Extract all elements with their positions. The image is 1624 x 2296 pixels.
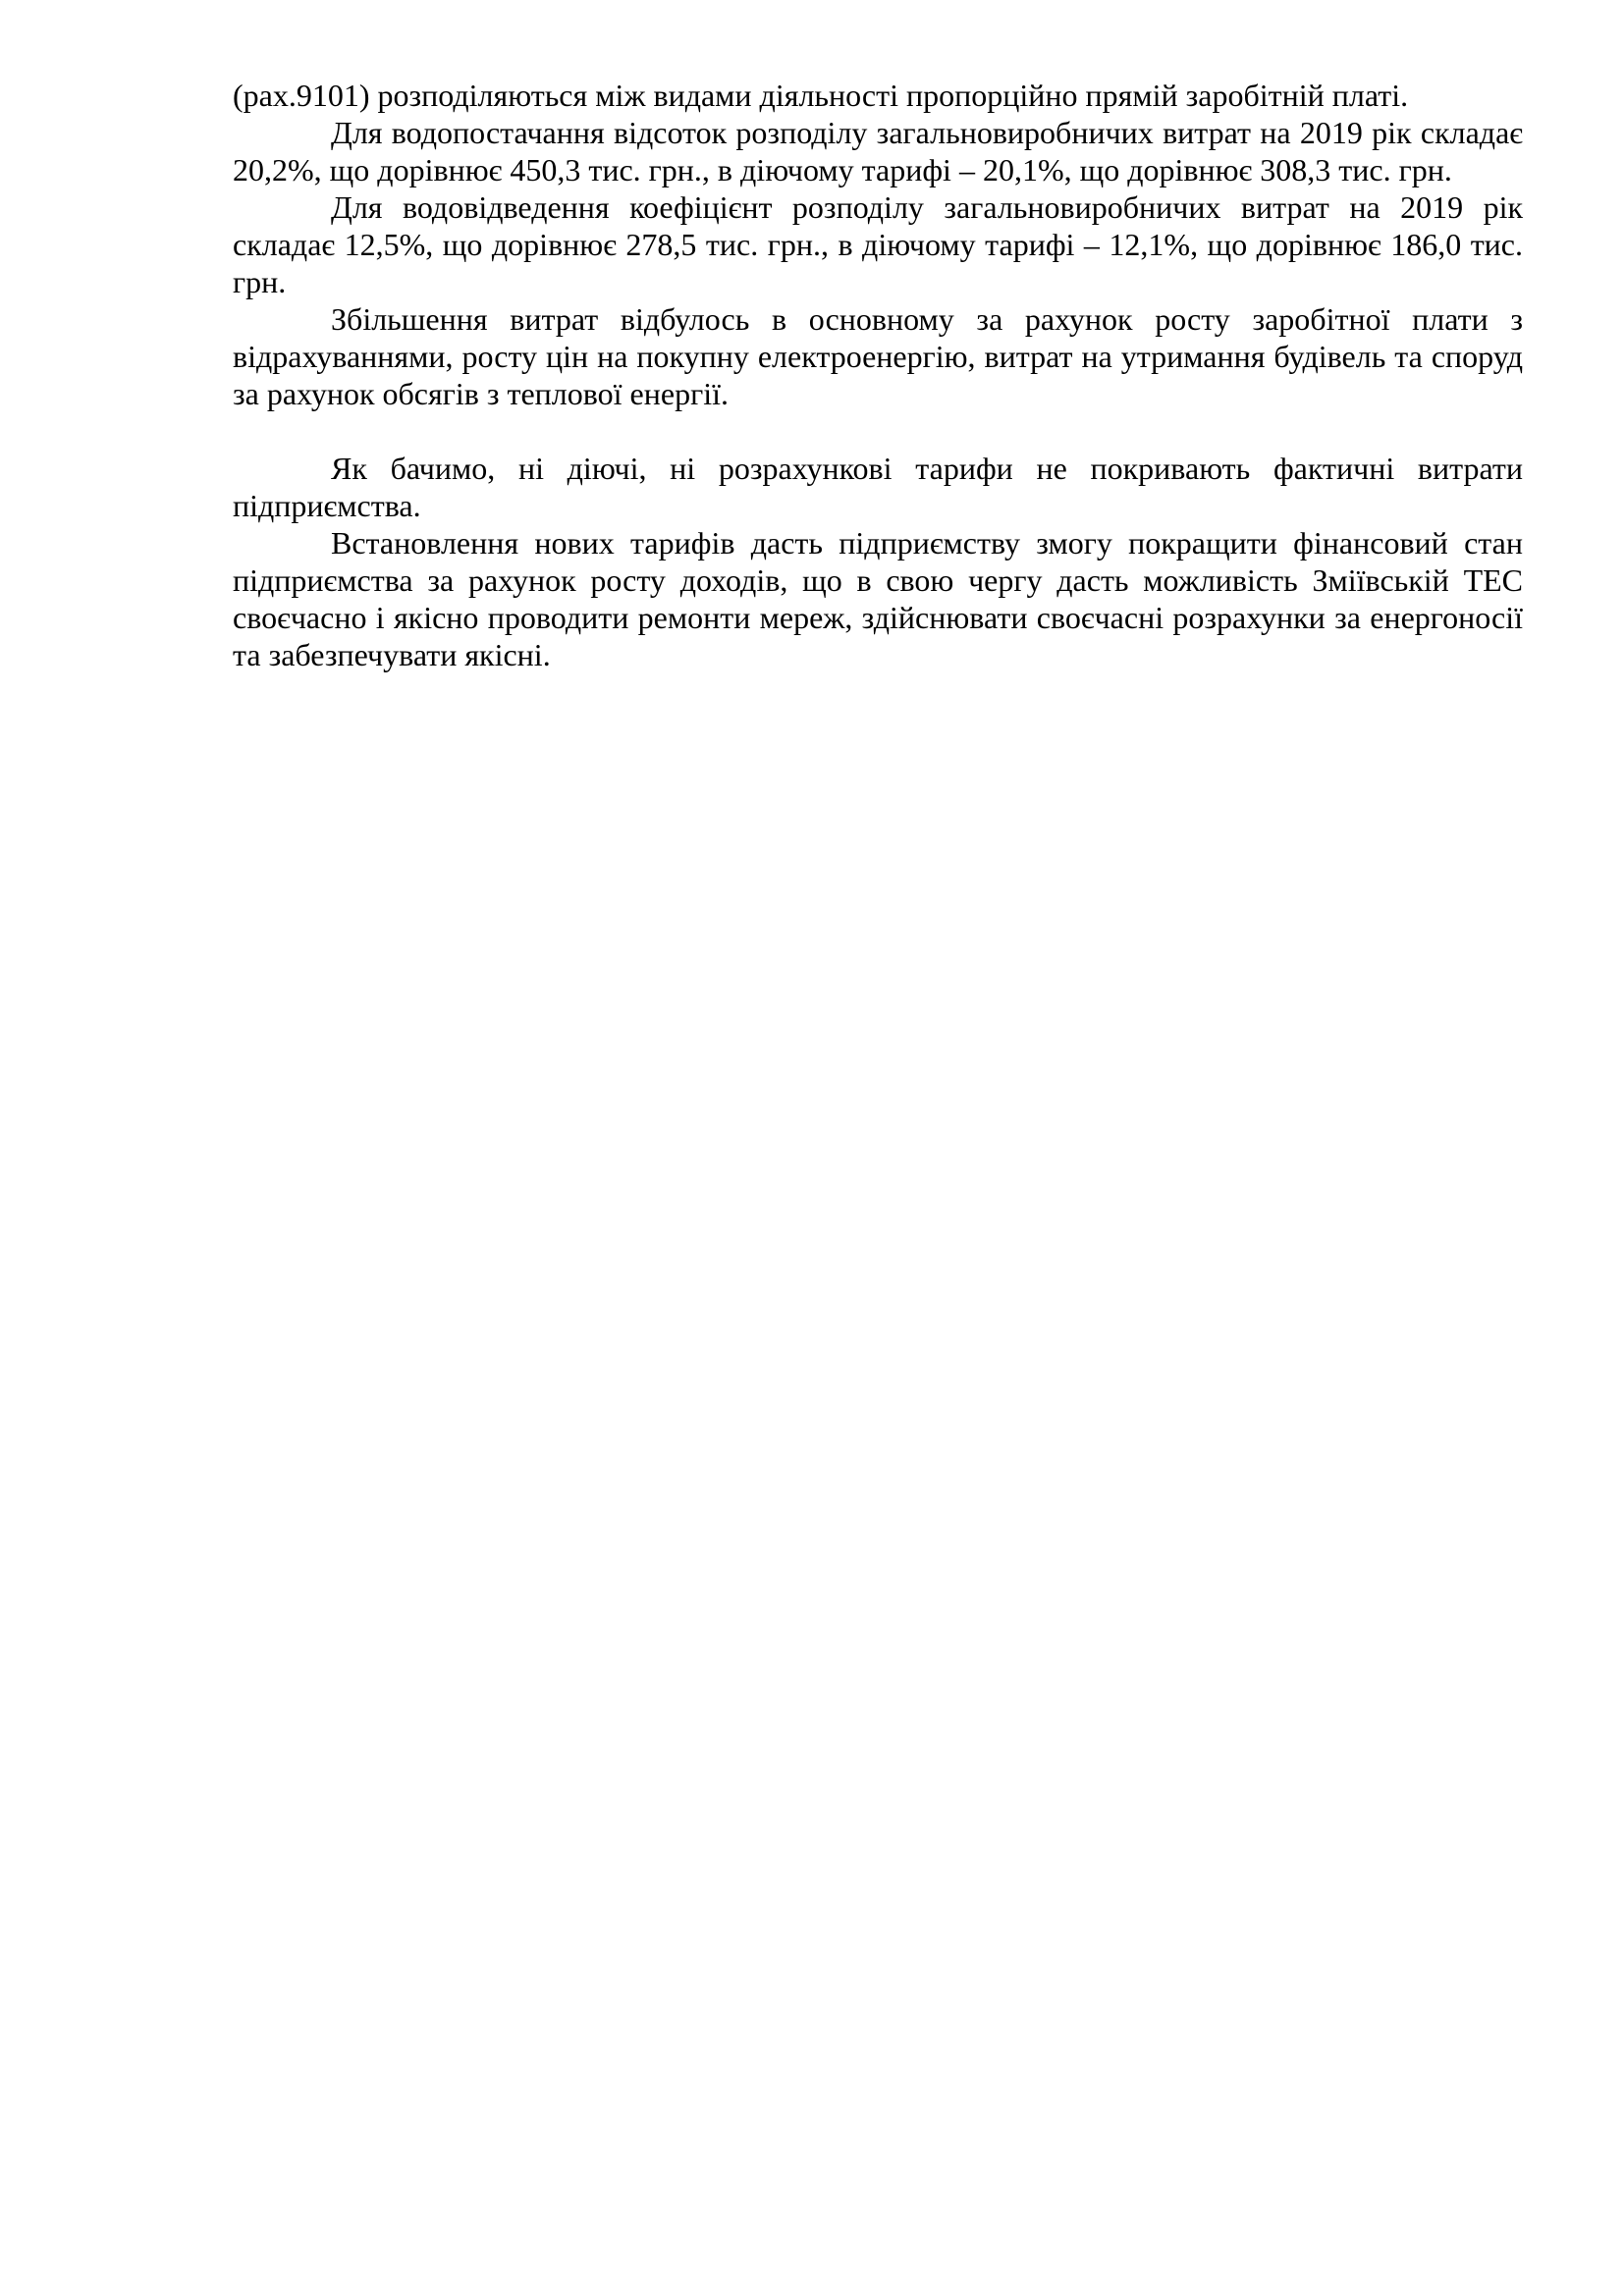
paragraph-new-tariffs: Встановлення нових тарифів дасть підприємству змогу покращити фінансовий стан підприємства за рахунок росту доходів, що в свою чергу дасть можливість Зміївській ТЕС своєчасно і якісно проводити ремонти мереж, здійснювати своєчасні розрахунки за енергоносії та забезпечувати якісні. — [233, 525, 1523, 672]
paragraph-water-disposal: Для водовідведення коефіцієнт розподілу загальновиробничих витрат на 2019 рік складає 12,5%, що дорівнює 278,5 тис. грн., в діючому тарифі – 12,1%, що дорівнює 186,0 тис. грн. — [233, 189, 1523, 299]
paragraph-water-supply: Для водопостачання відсоток розподілу загальновиробничих витрат на 2019 рік складає 20,2%, що дорівнює 450,3 тис. грн., в діючому тарифі – 20,1%, що дорівнює 308,3 тис. грн. — [233, 115, 1523, 187]
paragraph-cost-increase: Збільшення витрат відбулось в основному за рахунок росту заробітної плати з відрахуваннями, росту цін на покупну електроенергію, витрат на утримання будівель та споруд за рахунок обсягів з теплової енергії. — [233, 301, 1523, 411]
paragraph-cost-allocation: (рах.9101) розподіляються між видами діяльності пропорційно прямій заробітній платі. — [233, 78, 1409, 113]
paragraph-tariffs-not-covering: Як бачимо, ні діючі, ні розрахункові тарифи не покривають фактичні витрати підприємства. — [233, 451, 1523, 523]
document-body — [233, 77, 1523, 673]
paragraph-spacer — [233, 412, 1523, 450]
